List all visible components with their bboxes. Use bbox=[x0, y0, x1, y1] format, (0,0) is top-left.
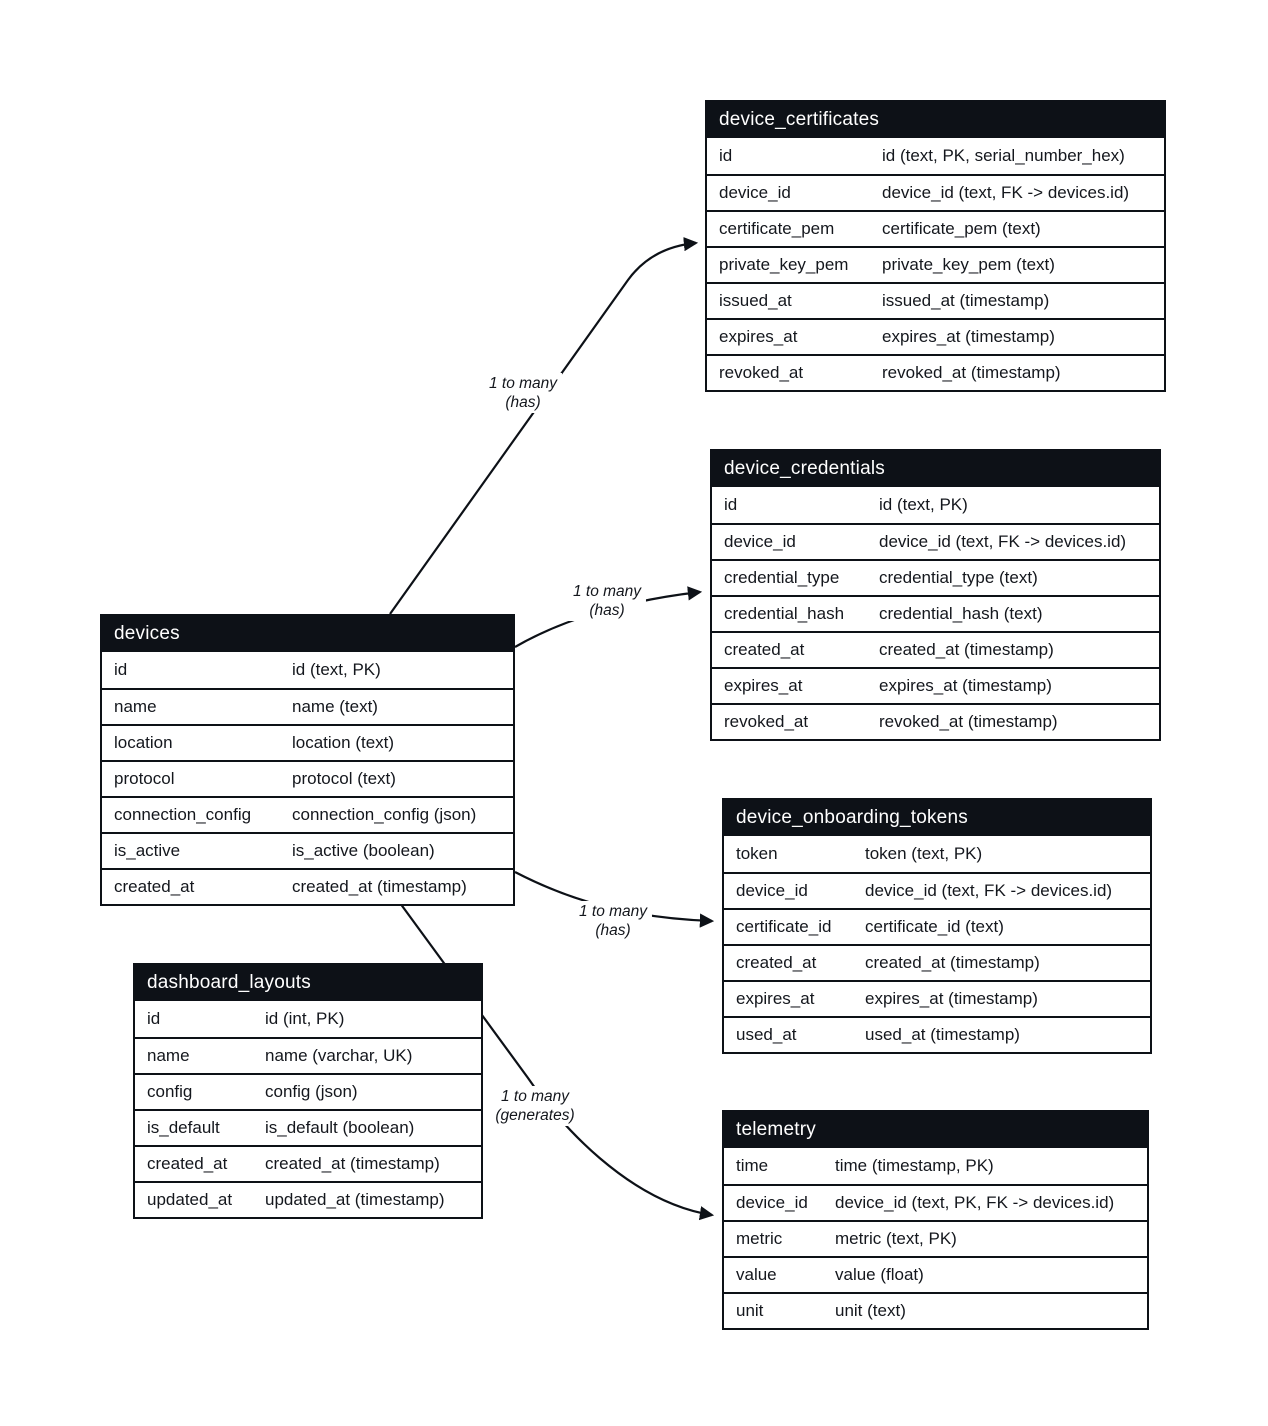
table-header: device_certificates bbox=[707, 102, 1164, 138]
table-row bbox=[724, 1148, 1147, 1184]
column-field-name: protocol bbox=[114, 769, 175, 788]
column-field-name: expires_at bbox=[724, 676, 803, 695]
column-type: credential_type (text) bbox=[879, 568, 1038, 587]
column-field-name: issued_at bbox=[719, 291, 792, 310]
column-type: name (varchar, UK) bbox=[265, 1046, 413, 1065]
column-type: id (text, PK) bbox=[879, 495, 968, 514]
column-type: protocol (text) bbox=[292, 769, 396, 788]
column-type: connection_config (json) bbox=[292, 805, 477, 824]
table-body bbox=[135, 1001, 481, 1217]
table-row bbox=[712, 667, 1159, 703]
table-row bbox=[707, 246, 1164, 282]
table-body bbox=[707, 138, 1164, 390]
table-row bbox=[724, 944, 1150, 980]
column-field-name: device_id bbox=[724, 532, 796, 551]
table-header: device_credentials bbox=[712, 451, 1159, 487]
table-header: device_onboarding_tokens bbox=[724, 800, 1150, 836]
table-row bbox=[724, 1256, 1147, 1292]
edge-label-has-credentials bbox=[568, 581, 646, 621]
column-type: metric (text, PK) bbox=[835, 1229, 957, 1248]
table-header: telemetry bbox=[724, 1112, 1147, 1148]
column-field-name: id bbox=[147, 1009, 161, 1028]
table-row bbox=[712, 559, 1159, 595]
table-dashboard-layouts bbox=[133, 963, 483, 1219]
table-row bbox=[707, 282, 1164, 318]
column-type: created_at (timestamp) bbox=[879, 640, 1054, 659]
table-row bbox=[724, 908, 1150, 944]
edge-verb: (has) bbox=[595, 922, 631, 939]
table-header: devices bbox=[102, 616, 513, 652]
column-field-name: name bbox=[147, 1046, 190, 1065]
column-type: expires_at (timestamp) bbox=[879, 676, 1052, 695]
column-type: used_at (timestamp) bbox=[865, 1025, 1020, 1044]
column-field-name: created_at bbox=[147, 1154, 228, 1173]
column-field-name: value bbox=[736, 1265, 777, 1284]
column-type: created_at (timestamp) bbox=[265, 1154, 440, 1173]
table-row bbox=[102, 832, 513, 868]
column-type: credential_hash (text) bbox=[879, 604, 1043, 623]
table-telemetry bbox=[722, 1110, 1149, 1330]
column-field-name: device_id bbox=[736, 881, 808, 900]
column-type: updated_at (timestamp) bbox=[265, 1190, 445, 1209]
table-device-certificates bbox=[705, 100, 1166, 392]
table-body bbox=[724, 836, 1150, 1052]
table-row bbox=[724, 836, 1150, 872]
table-row bbox=[135, 1001, 481, 1037]
column-type: created_at (timestamp) bbox=[292, 877, 467, 896]
column-field-name: certificate_pem bbox=[719, 219, 835, 238]
column-type: config (json) bbox=[265, 1082, 358, 1101]
column-field-name: certificate_id bbox=[736, 917, 832, 936]
column-field-name: metric bbox=[736, 1229, 783, 1248]
table-row bbox=[135, 1109, 481, 1145]
table-row bbox=[712, 631, 1159, 667]
column-field-name: id bbox=[719, 146, 733, 165]
edge-cardinality: 1 to many bbox=[488, 375, 558, 392]
column-field-name: id bbox=[724, 495, 738, 514]
table-row bbox=[712, 703, 1159, 739]
column-field-name: time bbox=[736, 1156, 769, 1175]
table-row bbox=[712, 487, 1159, 523]
column-field-name: created_at bbox=[736, 953, 817, 972]
column-type: issued_at (timestamp) bbox=[882, 291, 1050, 310]
table-row bbox=[724, 1292, 1147, 1328]
table-row bbox=[712, 595, 1159, 631]
column-type: expires_at (timestamp) bbox=[865, 989, 1038, 1008]
column-type: is_active (boolean) bbox=[292, 841, 435, 860]
column-field-name: location bbox=[114, 733, 173, 752]
column-field-name: device_id bbox=[719, 183, 791, 202]
table-row bbox=[135, 1181, 481, 1217]
table-row bbox=[724, 980, 1150, 1016]
column-type: id (text, PK) bbox=[292, 660, 381, 679]
edge-label-generates-telemetry bbox=[490, 1086, 579, 1126]
edge-cardinality: 1 to many bbox=[572, 583, 642, 600]
table-body bbox=[712, 487, 1159, 739]
table-header: dashboard_layouts bbox=[135, 965, 481, 1001]
column-field-name: created_at bbox=[724, 640, 805, 659]
column-field-name: config bbox=[147, 1082, 193, 1101]
edge-devices-to-device-certificates bbox=[390, 243, 696, 614]
column-type: name (text) bbox=[292, 697, 378, 716]
column-type: revoked_at (timestamp) bbox=[882, 363, 1061, 382]
column-type: device_id (text, PK, FK -> devices.id) bbox=[835, 1193, 1115, 1212]
column-field-name: connection_config bbox=[114, 805, 252, 824]
table-row bbox=[724, 1220, 1147, 1256]
table-device-credentials bbox=[710, 449, 1161, 741]
table-row bbox=[707, 318, 1164, 354]
column-field-name: token bbox=[736, 844, 778, 863]
column-field-name: name bbox=[114, 697, 157, 716]
table-body bbox=[724, 1148, 1147, 1328]
table-row bbox=[135, 1145, 481, 1181]
column-type: time (timestamp, PK) bbox=[835, 1156, 994, 1175]
edge-cardinality: 1 to many bbox=[500, 1088, 570, 1105]
column-type: id (int, PK) bbox=[265, 1009, 345, 1028]
table-row bbox=[707, 138, 1164, 174]
table-row bbox=[102, 796, 513, 832]
column-field-name: revoked_at bbox=[719, 363, 804, 382]
table-row bbox=[707, 174, 1164, 210]
column-type: device_id (text, FK -> devices.id) bbox=[882, 183, 1130, 202]
column-field-name: credential_hash bbox=[724, 604, 845, 623]
column-field-name: updated_at bbox=[147, 1190, 233, 1209]
column-type: expires_at (timestamp) bbox=[882, 327, 1055, 346]
table-row bbox=[135, 1073, 481, 1109]
column-field-name: created_at bbox=[114, 877, 195, 896]
column-type: private_key_pem (text) bbox=[882, 255, 1055, 274]
table-row bbox=[724, 872, 1150, 908]
column-type: certificate_id (text) bbox=[865, 917, 1004, 936]
table-row bbox=[724, 1016, 1150, 1052]
column-field-name: id bbox=[114, 660, 128, 679]
column-field-name: credential_type bbox=[724, 568, 840, 587]
table-row bbox=[102, 688, 513, 724]
table-devices bbox=[100, 614, 515, 906]
column-field-name: unit bbox=[736, 1301, 764, 1320]
column-field-name: used_at bbox=[736, 1025, 797, 1044]
edge-cardinality: 1 to many bbox=[578, 903, 648, 920]
edge-verb: (has) bbox=[589, 602, 625, 619]
table-row bbox=[707, 210, 1164, 246]
column-type: certificate_pem (text) bbox=[882, 219, 1041, 238]
column-type: created_at (timestamp) bbox=[865, 953, 1040, 972]
column-type: revoked_at (timestamp) bbox=[879, 712, 1058, 731]
column-type: id (text, PK, serial_number_hex) bbox=[882, 146, 1125, 165]
table-row bbox=[135, 1037, 481, 1073]
edge-label-has-certificates bbox=[484, 373, 562, 413]
column-field-name: device_id bbox=[736, 1193, 808, 1212]
table-row bbox=[102, 652, 513, 688]
column-field-name: expires_at bbox=[719, 327, 798, 346]
table-row bbox=[102, 868, 513, 904]
table-row bbox=[707, 354, 1164, 390]
column-type: unit (text) bbox=[835, 1301, 906, 1320]
column-type: location (text) bbox=[292, 733, 395, 752]
column-type: device_id (text, FK -> devices.id) bbox=[879, 532, 1127, 551]
column-field-name: is_active bbox=[114, 841, 181, 860]
column-type: value (float) bbox=[835, 1265, 924, 1284]
table-row bbox=[724, 1184, 1147, 1220]
column-field-name: revoked_at bbox=[724, 712, 809, 731]
column-type: device_id (text, FK -> devices.id) bbox=[865, 881, 1113, 900]
table-row bbox=[102, 760, 513, 796]
edge-verb: (has) bbox=[505, 394, 541, 411]
table-row bbox=[712, 523, 1159, 559]
column-field-name: expires_at bbox=[736, 989, 815, 1008]
edge-label-has-tokens bbox=[574, 901, 652, 941]
table-device-onboarding-tokens bbox=[722, 798, 1152, 1054]
column-type: is_default (boolean) bbox=[265, 1118, 415, 1137]
table-row bbox=[102, 724, 513, 760]
edge-verb: (generates) bbox=[495, 1107, 575, 1124]
column-type: token (text, PK) bbox=[865, 844, 983, 863]
column-field-name: is_default bbox=[147, 1118, 220, 1137]
table-body bbox=[102, 652, 513, 904]
column-field-name: private_key_pem bbox=[719, 255, 849, 274]
